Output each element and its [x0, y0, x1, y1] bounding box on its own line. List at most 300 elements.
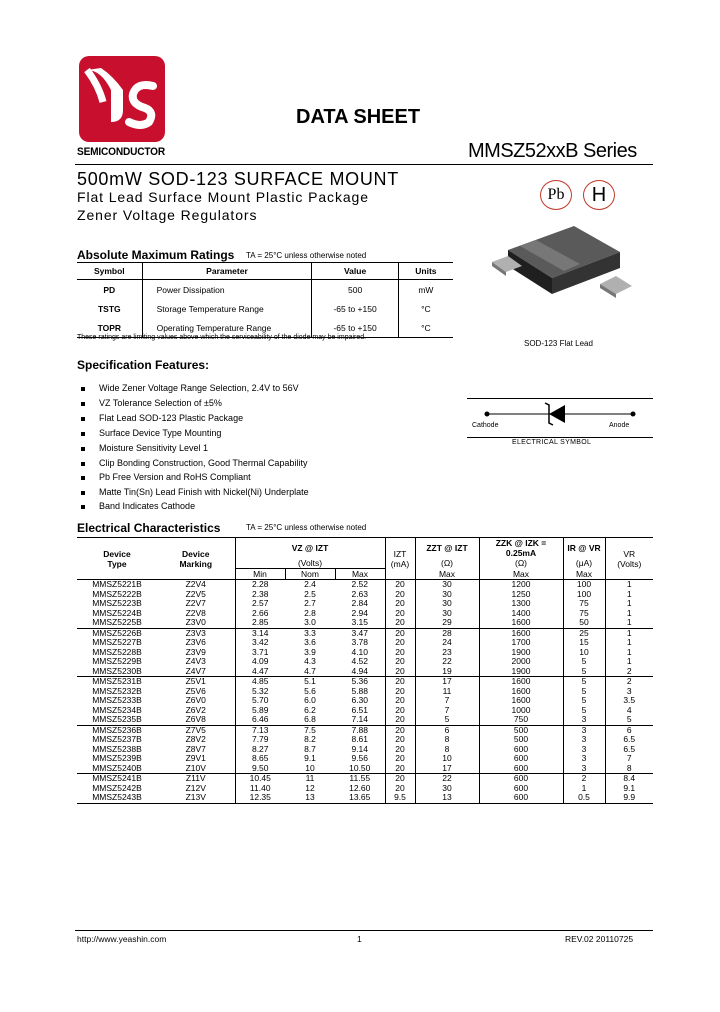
marking-cell: Z9V1	[185, 753, 206, 763]
symbol-cell: TSTG	[97, 303, 121, 314]
table-row	[77, 580, 653, 590]
vz-nom-cell: 3.9	[304, 646, 316, 657]
table-row	[77, 618, 653, 628]
vz-max-cell: 4.94	[351, 665, 369, 676]
zzk-cell: 1900	[479, 667, 563, 677]
device-cell: MMSZ5230B	[92, 665, 142, 676]
feature-item	[81, 501, 195, 511]
zzt-cell: 5	[415, 715, 479, 725]
zzk-cell: 1700	[479, 638, 563, 648]
marking-cell: Z2V5	[185, 588, 206, 599]
feature-text: Moisture Sensitivity Level 1	[99, 443, 209, 453]
marking-cell: Z3V3	[185, 627, 206, 638]
vz-nom-cell: 5.6	[304, 685, 316, 696]
value-cell: 500	[312, 280, 398, 300]
marking-cell: Z8V7	[185, 743, 206, 754]
vz-nom-cell: 7.5	[304, 724, 316, 735]
vz-nom-cell: 2.5	[304, 588, 316, 599]
electrical-symbol-box	[467, 398, 653, 438]
table-row	[77, 280, 453, 300]
cathode-label: Cathode	[472, 422, 499, 429]
h-text: (Volts)	[617, 558, 642, 569]
ir-cell: 1	[563, 784, 605, 794]
vz-min-cell: 3.42	[235, 638, 285, 648]
zzk-cell: 600	[479, 774, 563, 784]
vz-min-cell: 4.47	[235, 667, 285, 677]
feature-text: VZ Tolerance Selection of ±5%	[99, 398, 222, 408]
vz-nom-cell: 3.6	[304, 637, 316, 647]
vr-cell: 1	[605, 638, 653, 648]
ir-cell: 3	[563, 754, 605, 764]
device-cell: MMSZ5228B	[92, 646, 142, 657]
marking-cell: Z12V	[185, 782, 206, 793]
feature-text: Surface Device Type Mounting	[99, 428, 222, 438]
ir-cell: 15	[563, 638, 605, 648]
vz-max-cell: 6.30	[351, 695, 369, 705]
izt-cell: 20	[385, 657, 415, 667]
izt-cell: 20	[385, 599, 415, 609]
col-parameter: Parameter	[142, 263, 312, 280]
title-line-3: Zener Voltage Regulators	[77, 207, 258, 223]
izt-cell: 20	[385, 590, 415, 600]
bullet-icon	[81, 491, 85, 495]
units-cell: °C	[398, 318, 453, 338]
vz-nom-cell: 6.0	[304, 695, 316, 705]
izt-cell: 20	[385, 677, 415, 687]
feature-item	[81, 458, 307, 468]
vz-max-cell: 2.84	[351, 598, 369, 608]
col-value: Value	[312, 263, 398, 280]
vr-cell: 7	[605, 754, 653, 764]
h-text: (mA)	[390, 558, 410, 569]
vz-nom-cell: 13	[285, 793, 335, 803]
vz-min-cell: 6.46	[235, 715, 285, 725]
vz-max-cell: 2.94	[351, 607, 369, 618]
vz-min-cell: 2.28	[235, 580, 285, 590]
doc-title: DATA SHEET	[296, 106, 421, 128]
h-ohm2: (Ω)	[479, 558, 563, 569]
device-cell: MMSZ5234B	[92, 704, 142, 715]
feature-item	[81, 487, 309, 497]
zzk-cell: 600	[479, 754, 563, 764]
vz-min-cell: 5.89	[235, 706, 285, 716]
izt-cell: 20	[385, 706, 415, 716]
company-logo	[79, 56, 165, 142]
zzt-cell: 29	[415, 618, 479, 628]
ir-cell: 5	[563, 696, 605, 706]
feature-item	[81, 472, 251, 482]
zzk-cell: 600	[479, 764, 563, 774]
device-cell: MMSZ5225B	[92, 617, 142, 627]
ir-cell: 3	[563, 735, 605, 745]
vr-cell: 1	[605, 628, 653, 638]
package-caption: SOD-123 Flat Lead	[524, 339, 593, 348]
feature-text: Matte Tin(Sn) Lead Finish with Nickel(Ni) Underplate	[99, 487, 309, 497]
izt-cell: 20	[385, 725, 415, 735]
vz-nom-cell: 9.1	[304, 753, 316, 763]
vr-cell: 1	[605, 590, 653, 600]
zzt-cell: 22	[415, 774, 479, 784]
zzt-cell: 24	[415, 638, 479, 648]
top-divider	[75, 164, 653, 165]
bullet-icon	[81, 402, 85, 406]
h-text: IZT	[393, 548, 407, 559]
col-units: Units	[398, 263, 453, 280]
h-ohm: (Ω)	[415, 558, 479, 569]
marking-cell: Z6V2	[185, 704, 206, 715]
zzk-cell: 1600	[479, 618, 563, 628]
h-text: Marking	[179, 558, 213, 569]
vz-nom-cell: 2.4	[304, 579, 316, 589]
bullet-icon	[81, 447, 85, 451]
feature-text: Clip Bonding Construction, Good Thermal Capability	[99, 458, 308, 468]
marking-cell: Z7V5	[185, 724, 206, 735]
vz-max-cell: 11.55	[349, 773, 371, 783]
izt-cell: 20	[385, 687, 415, 697]
marking-cell: Z10V	[185, 762, 206, 773]
zzk-cell: 1400	[479, 609, 563, 619]
vz-nom-cell: 3.0	[304, 617, 316, 627]
device-cell: MMSZ5227B	[92, 637, 142, 647]
bullet-icon	[81, 476, 85, 480]
device-cell: MMSZ5229B	[92, 656, 142, 666]
marking-cell: Z5V6	[185, 685, 206, 696]
marking-cell: Z3V6	[185, 637, 206, 647]
abs-max-heading: Absolute Maximum Ratings	[77, 248, 235, 262]
electrical-table	[77, 537, 653, 804]
vz-nom-cell: 11	[305, 773, 315, 783]
h-vr	[605, 538, 653, 580]
vr-cell: 4	[605, 706, 653, 716]
vr-cell: 9.9	[605, 793, 653, 803]
zzk-cell: 2000	[479, 657, 563, 667]
table-row	[77, 667, 653, 677]
izt-cell: 20	[385, 618, 415, 628]
vz-nom-cell: 4.7	[304, 665, 316, 676]
bullet-icon	[81, 505, 85, 509]
zzk-cell: 1900	[479, 648, 563, 658]
vz-max-cell: 2.52	[351, 579, 369, 589]
vz-min-cell: 2.85	[235, 618, 285, 628]
device-cell: MMSZ5239B	[92, 753, 142, 763]
vr-cell: 2	[605, 667, 653, 677]
zzk-cell: 1600	[479, 677, 563, 687]
vr-cell: 8	[605, 764, 653, 774]
vr-cell: 1	[605, 609, 653, 619]
vz-nom-cell: 6.8	[304, 714, 316, 724]
device-cell: MMSZ5223B	[92, 598, 142, 608]
zzt-cell: 30	[415, 590, 479, 600]
zzk-cell: 1600	[479, 696, 563, 706]
vz-min-cell: 3.71	[235, 648, 285, 658]
h-izt	[385, 538, 415, 580]
vz-nom-cell: 8.2	[304, 734, 316, 744]
zzt-cell: 13	[415, 793, 479, 803]
device-cell: MMSZ5242B	[92, 782, 142, 793]
vr-cell: 3.5	[605, 696, 653, 706]
marking-cell: Z6V8	[185, 714, 206, 724]
vz-max-cell: 9.14	[351, 743, 369, 754]
abs-max-footnote: These ratings are limiting values above which the serviceability of the diode may be impaired.	[77, 334, 367, 341]
ir-cell: 100	[563, 580, 605, 590]
marking-cell: Z6V0	[185, 695, 206, 705]
h-max2: Max	[415, 569, 479, 580]
h-text: Type	[107, 558, 127, 569]
bullet-icon	[81, 387, 85, 391]
h-max: Max	[335, 569, 385, 580]
vr-cell: 3	[605, 687, 653, 697]
table-row	[77, 715, 653, 725]
izt-cell: 20	[385, 735, 415, 745]
vr-cell: 1	[605, 657, 653, 667]
zzt-cell: 17	[415, 764, 479, 774]
izt-cell: 20	[385, 628, 415, 638]
zzt-cell: 11	[415, 687, 479, 697]
izt-cell: 20	[385, 764, 415, 774]
device-cell: MMSZ5241B	[92, 773, 142, 783]
symbol-cell: TOPR	[77, 318, 142, 338]
vz-min-cell: 12.35	[235, 793, 285, 803]
electrical-condition: TA = 25°C unless otherwise noted	[246, 523, 367, 532]
abs-max-table	[77, 262, 453, 338]
vz-min-cell: 8.65	[235, 754, 285, 764]
h-device-type	[77, 538, 157, 580]
vz-max-cell: 3.15	[351, 617, 369, 627]
zzt-cell: 30	[415, 784, 479, 794]
vz-max-cell: 7.88	[351, 724, 369, 735]
zzk-cell: 1600	[479, 628, 563, 638]
izt-cell: 20	[385, 696, 415, 706]
bullet-icon	[81, 432, 85, 436]
zzk-cell: 1300	[479, 599, 563, 609]
feature-text: Pb Free Version and RoHS Compliant	[99, 472, 251, 482]
vz-max-cell: 10.50	[349, 762, 371, 773]
h-ir: IR @ VR	[563, 538, 605, 559]
symbol-cell: PD	[103, 284, 116, 295]
ir-cell: 75	[563, 609, 605, 619]
vr-cell: 1	[605, 618, 653, 628]
vz-max-cell: 4.52	[351, 656, 369, 666]
marking-cell: Z5V1	[185, 676, 206, 686]
device-cell: MMSZ5236B	[92, 724, 142, 735]
ir-cell: 50	[563, 618, 605, 628]
vr-cell: 5	[605, 715, 653, 725]
vz-min-cell: 5.70	[235, 696, 285, 706]
electrical-heading: Electrical Characteristics	[77, 521, 221, 535]
h-text: VR	[623, 548, 636, 559]
h-vz: VZ @ IZT	[235, 538, 385, 559]
marking-cell: Z2V8	[185, 607, 206, 618]
bullet-icon	[81, 417, 85, 421]
ir-cell: 25	[563, 628, 605, 638]
vz-max-cell: 3.47	[351, 627, 369, 638]
zzt-cell: 28	[415, 628, 479, 638]
device-cell: MMSZ5237B	[92, 734, 142, 744]
device-cell: MMSZ5224B	[92, 607, 142, 618]
zzt-cell: 30	[415, 609, 479, 619]
revision: REV.02 20110725	[565, 934, 634, 944]
marking-cell: Z11V	[185, 773, 206, 783]
ir-cell: 0.5	[563, 793, 605, 803]
zzt-cell: 7	[415, 696, 479, 706]
vr-cell: 1	[605, 648, 653, 658]
ir-cell: 3	[563, 745, 605, 755]
vz-max-cell: 5.36	[351, 676, 369, 686]
vz-min-cell: 7.13	[235, 725, 285, 735]
vz-min-cell: 11.40	[235, 784, 285, 794]
vr-cell: 2	[605, 677, 653, 687]
vz-max-cell: 8.61	[351, 734, 369, 744]
device-cell: MMSZ5226B	[92, 627, 142, 638]
vr-cell: 8.4	[605, 774, 653, 784]
parameter-cell: Power Dissipation	[142, 280, 312, 300]
ir-cell: 5	[563, 667, 605, 677]
h-ua: (μA)	[563, 558, 605, 569]
value-cell: -65 to +150	[312, 299, 398, 318]
h-volts: (Volts)	[235, 558, 385, 569]
vz-nom-cell: 2.7	[304, 598, 316, 608]
vz-min-cell: 5.32	[235, 687, 285, 697]
h-max3: Max	[479, 569, 563, 580]
zzt-cell: 7	[415, 706, 479, 716]
device-cell: MMSZ5243B	[77, 793, 157, 803]
vz-max-cell: 13.65	[335, 793, 385, 803]
units-cell: mW	[398, 280, 453, 300]
marking-cell: Z3V9	[185, 646, 206, 657]
vz-max-cell: 4.10	[351, 646, 369, 657]
ir-cell: 5	[563, 706, 605, 716]
feature-item	[81, 383, 299, 393]
ir-cell: 5	[563, 677, 605, 687]
zzt-cell: 22	[415, 657, 479, 667]
marking-cell: Z4V3	[185, 656, 206, 666]
marking-cell: Z2V4	[185, 579, 206, 589]
ir-cell: 75	[563, 599, 605, 609]
izt-cell: 20	[385, 667, 415, 677]
izt-cell: 20	[385, 638, 415, 648]
vr-cell: 1	[605, 580, 653, 590]
feature-text: Wide Zener Voltage Range Selection, 2.4V to 56V	[99, 383, 299, 393]
izt-cell: 9.5	[385, 793, 415, 803]
vz-max-cell: 5.88	[351, 685, 369, 696]
izt-cell: 20	[385, 609, 415, 619]
zzt-cell: 17	[415, 677, 479, 687]
ir-cell: 3	[563, 715, 605, 725]
izt-cell: 20	[385, 774, 415, 784]
zzt-cell: 30	[415, 599, 479, 609]
vz-max-cell: 12.60	[349, 782, 371, 793]
zzk-cell: 600	[479, 745, 563, 755]
izt-cell: 20	[385, 754, 415, 764]
marking-cell: Z3V0	[185, 617, 206, 627]
izt-cell: 20	[385, 784, 415, 794]
vz-min-cell: 2.57	[235, 599, 285, 609]
vz-min-cell: 3.14	[235, 628, 285, 638]
zzk-cell: 500	[479, 735, 563, 745]
feature-item	[81, 428, 221, 438]
device-cell: MMSZ5240B	[92, 762, 142, 773]
zzk-cell: 750	[479, 715, 563, 725]
parameter-cell: Storage Temperature Range	[142, 299, 312, 318]
h-zzt: ZZT @ IZT	[415, 538, 479, 559]
ir-cell: 5	[563, 657, 605, 667]
device-cell: MMSZ5222B	[92, 588, 142, 599]
h-max4: Max	[563, 569, 605, 580]
ir-cell: 3	[563, 764, 605, 774]
device-cell: MMSZ5231B	[92, 676, 142, 686]
vr-cell: 6.5	[605, 735, 653, 745]
footer-divider	[75, 930, 653, 931]
value-cell: -65 to +150	[312, 318, 398, 338]
vz-min-cell: 4.85	[235, 677, 285, 687]
zzt-cell: 8	[415, 745, 479, 755]
footer-url[interactable]: http://www.yeashin.com	[77, 934, 167, 944]
zzt-cell: 6	[415, 725, 479, 735]
table-row	[77, 764, 653, 774]
h-min: Min	[235, 569, 285, 580]
marking-cell: Z8V2	[185, 734, 206, 744]
h-device-marking	[157, 538, 235, 580]
features-heading: Specification Features:	[77, 358, 210, 372]
ir-cell: 3	[563, 725, 605, 735]
zzk-cell: 1600	[479, 687, 563, 697]
vz-min-cell: 10.45	[235, 774, 285, 784]
h-text: Device	[182, 548, 210, 559]
h-nom: Nom	[285, 569, 335, 580]
zzk-cell: 1200	[479, 580, 563, 590]
vz-min-cell: 9.50	[235, 764, 285, 774]
title-line-2: Flat Lead Surface Mount Plastic Package	[77, 189, 369, 205]
vz-max-cell: 6.51	[351, 704, 369, 715]
halogen-free-badge	[583, 180, 615, 210]
vz-nom-cell: 6.2	[304, 704, 316, 715]
bullet-icon	[81, 462, 85, 466]
series-name: MMSZ52xxB Series	[468, 140, 637, 162]
table-row	[77, 793, 653, 803]
company-name: SEMICONDUCTOR	[77, 146, 165, 158]
vr-cell: 1	[605, 599, 653, 609]
electrical-symbol-caption: ELECTRICAL SYMBOL	[512, 439, 592, 446]
vz-nom-cell: 2.8	[304, 607, 316, 618]
ir-cell: 2	[563, 774, 605, 784]
col-symbol: Symbol	[77, 263, 142, 280]
device-cell: MMSZ5238B	[92, 743, 142, 754]
zzk-cell: 500	[479, 725, 563, 735]
vz-min-cell: 7.79	[235, 735, 285, 745]
zzk-cell: 600	[479, 784, 563, 794]
vz-max-cell: 9.56	[351, 753, 369, 763]
vz-max-cell: 2.63	[351, 588, 369, 599]
izt-cell: 20	[385, 580, 415, 590]
title-line-1: 500mW SOD-123 SURFACE MOUNT	[77, 169, 399, 189]
vz-min-cell: 8.27	[235, 745, 285, 755]
parameter-cell: Operating Temperature Range	[142, 318, 312, 338]
table-row	[77, 774, 653, 784]
abs-max-condition: TA = 25°C unless otherwise noted	[246, 251, 367, 260]
units-cell: °C	[398, 299, 453, 318]
anode-label: Anode	[609, 422, 630, 429]
ir-cell: 100	[563, 590, 605, 600]
feature-item	[81, 443, 208, 453]
h-zzk: ZZK @ IZK = 0.25mA	[479, 538, 563, 559]
ir-cell: 10	[563, 648, 605, 658]
marking-cell: Z13V	[157, 793, 235, 803]
device-cell: MMSZ5232B	[92, 685, 142, 696]
vz-min-cell: 4.09	[235, 657, 285, 667]
ir-cell: 5	[563, 687, 605, 697]
vr-cell: 6	[605, 725, 653, 735]
izt-cell: 20	[385, 745, 415, 755]
